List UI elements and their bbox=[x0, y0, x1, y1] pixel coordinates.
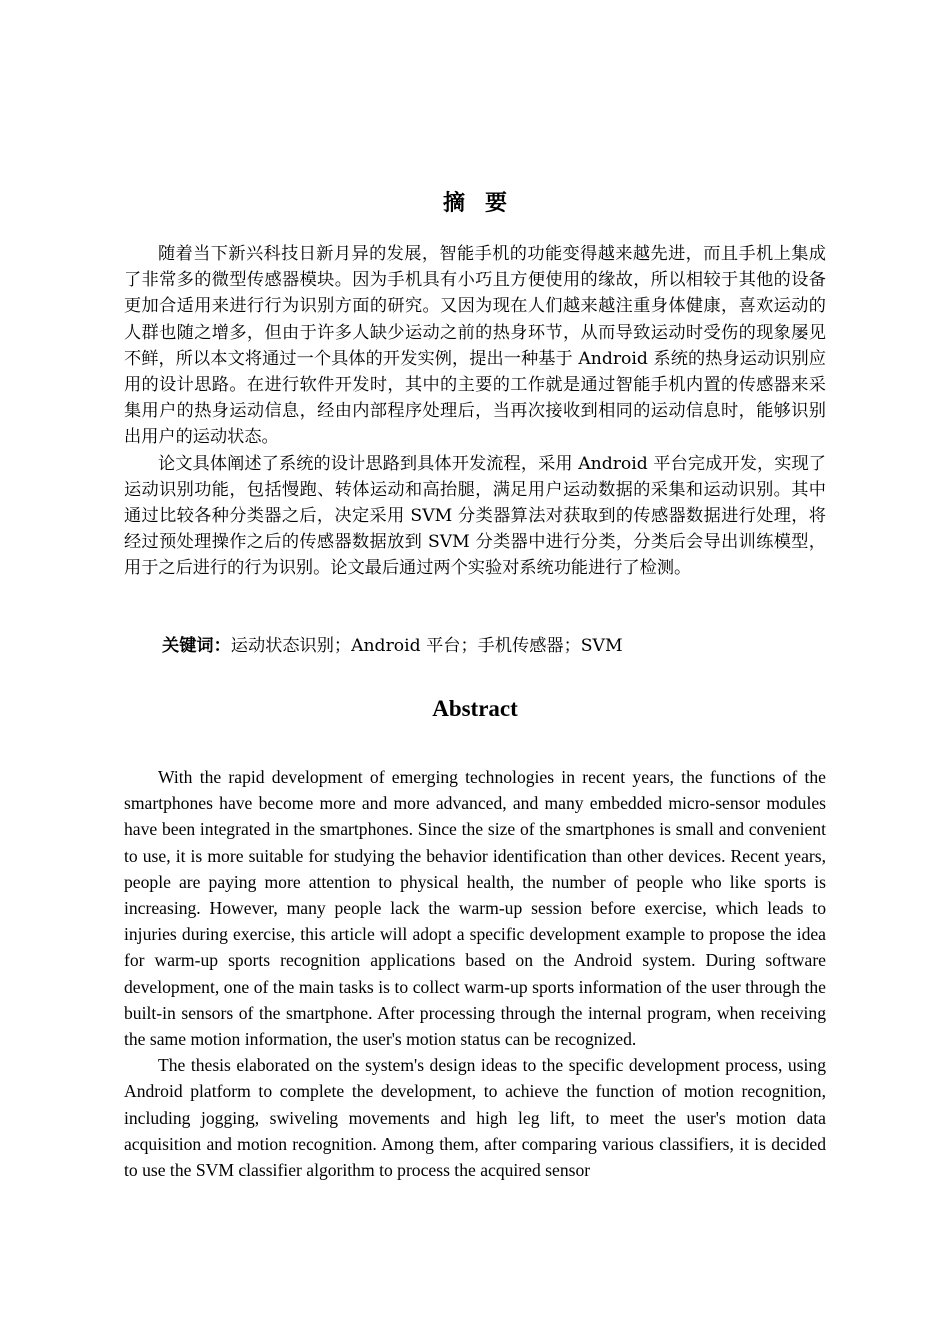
chinese-abstract-paragraph-2: 论文具体阐述了系统的设计思路到具体开发流程，采用 Android 平台完成开发，实现了运动识别功能，包括慢跑、转体运动和高抬腿，满足用户运动数据的采集和运动识别。其中通过比较各种分类器之后，决定采用 SVM 分类器算法对获取到的传感器数据进行处理，将经过预处理操作之后的传感器数据放到 SVM 分类器中进行分类，分类后会导出训练模型，用于之后进行的行为识别。论文最后通过两个实验对系统功能进行了检测。 bbox=[124, 453, 826, 579]
chinese-abstract-body bbox=[124, 241, 826, 582]
chinese-abstract-paragraph-1: 随着当下新兴科技日新月异的发展，智能手机的功能变得越来越先进，而且手机上集成了非常多的微型传感器模块。因为手机具有小巧且方便使用的缘故，所以相较于其他的设备更加合适用来进行行为识别方面的研究。又因为现在人们越来越注重身体健康，喜欢运动的人群也随之增多，但由于许多人缺少运动之前的热身环节，从而导致运动时受伤的现象屡见不鲜，所以本文将通过一个具体的开发实例，提出一种基于 Android 系统的热身运动识别应用的设计思路。在进行软件开发时，其中的主要的工作就是通过智能手机内置的传感器来采集用户的热身运动信息，经由内部程序处理后，当再次接收到相同的运动信息时，能够识别出用户的运动状态。 bbox=[124, 244, 826, 448]
english-abstract-paragraph-1: With the rapid development of emerging technologies in recent years, the functions of the smartphones have become more and more advanced, and many embedded micro-sensor modules have been integrated in the smartphones. Since the size of the smartphones is small and convenient to use, it is more suitable for studying the behavior identification than other devices. Recent years, people are paying more attention to physical health, the number of people who like sports is increasing. However, many people lack the warm-up session before exercise, which leads to injuries during exercise, this article will adopt a specific development example to propose the idea for warm-up sports recognition applications based on the Android system. During software development, one of the main tasks is to collect warm-up sports information of the user through the built-in sensors of the smartphone. After processing through the internal program, when receiving the same motion information, the user's motion status can be recognized. bbox=[124, 767, 826, 1050]
keywords-label: 关键词： bbox=[162, 636, 231, 656]
english-abstract-paragraph-2: The thesis elaborated on the system's design ideas to the specific development process, using Android platform to complete the development, to achieve the function of motion recognition, including jogging, swiveling movements and high leg lift, to meet the user's motion data acquisition and motion recognition. Among them, after comparing various classifiers, it is decided to use the SVM classifier algorithm to process the acquired sensor bbox=[124, 1055, 826, 1181]
english-abstract-body bbox=[124, 764, 826, 1183]
english-abstract-title: Abstract bbox=[432, 696, 518, 721]
chinese-abstract-title: 摘要 bbox=[442, 191, 527, 216]
keywords-value: 运动状态识别；Android 平台；手机传感器；SVM bbox=[230, 636, 623, 656]
keywords-line bbox=[162, 633, 623, 659]
